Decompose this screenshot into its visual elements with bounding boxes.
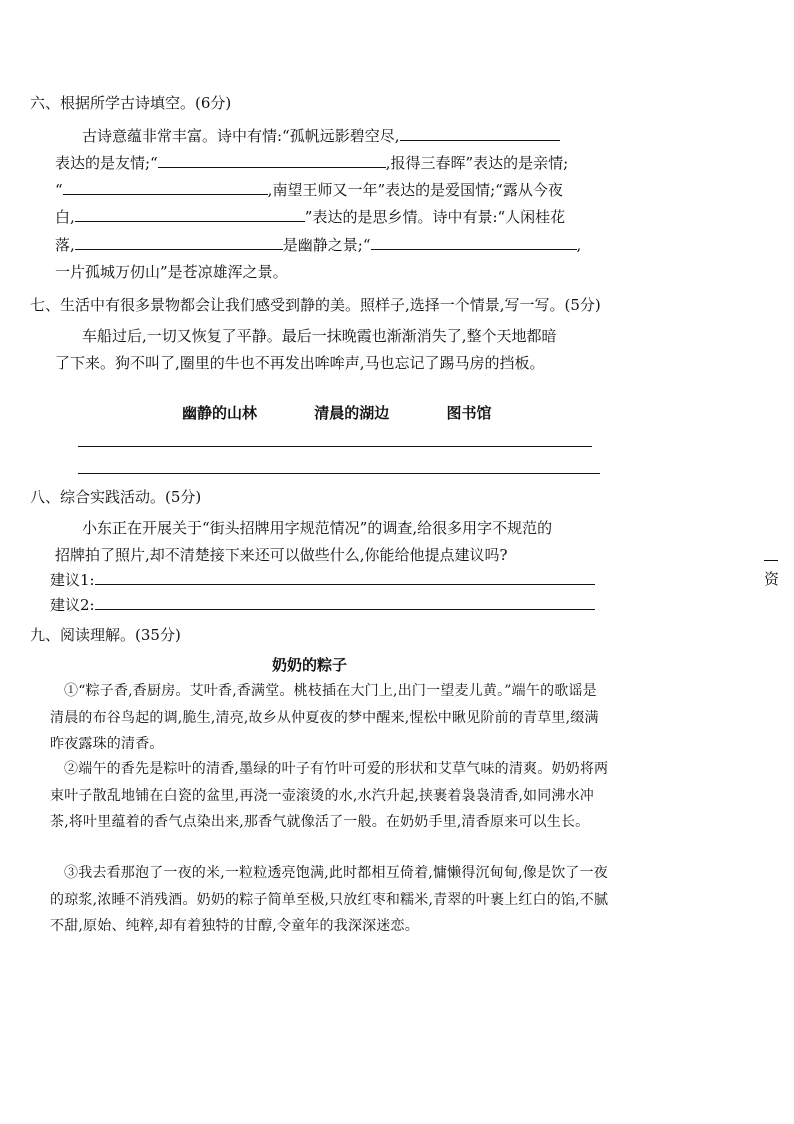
q6-blank-1[interactable] xyxy=(400,126,560,141)
q6-line-2: 表达的是友情;“ ,报得三春晖”表达的是亲情; xyxy=(55,154,569,172)
q8-suggestion-2: 建议2: xyxy=(50,595,595,615)
reading-paragraph-2: ②端午的香先是粽叶的清香,墨绿的叶子有竹叶可爱的形状和艾草气味的清爽。奶奶将两束叶子散乱地铺在白瓷的盆里,再浇一壶滚烫的水,水汽升起,挟裹着袅袅清香,如同沸水冲茶,将叶里蕴着的香气点染出来,那香气就像活了一般。在奶奶手里,清香原来可以生长。 xyxy=(50,761,609,830)
q6-heading: 六、根据所学古诗填空。(6分) xyxy=(30,94,232,112)
q8-suggestion-2-blank[interactable] xyxy=(95,595,595,610)
q6-line-1: 古诗意蕴非常丰富。诗中有情:“孤帆远影碧空尽, xyxy=(82,126,560,146)
q6-blank-6[interactable] xyxy=(371,235,577,250)
q8-suggestion-1-blank[interactable] xyxy=(95,570,595,585)
q6-blank-2[interactable] xyxy=(158,153,386,168)
q9-heading: 九、阅读理解。(35分) xyxy=(30,626,181,644)
q8-line-2: 招牌拍了照片,却不清楚接下来还可以做些什么,你能给他提点建议吗? xyxy=(55,546,508,564)
q6-blank-5[interactable] xyxy=(75,235,283,250)
q6-line-5: 落, 是幽静之景;“ , xyxy=(55,236,582,254)
margin-dash xyxy=(764,560,778,561)
q6-blank-3[interactable] xyxy=(63,180,268,195)
q6-line-4: 白, ”表达的是思乡情。诗中有景:“人闲桂花 xyxy=(55,208,566,226)
q8-suggestion-1: 建议1: xyxy=(50,570,595,590)
q6-line-3: “ ,南望王师又一年”表达的是爱国情;“露从今夜 xyxy=(55,181,563,199)
reading-paragraph-1: ①“粽子香,香厨房。艾叶香,香满堂。桃枝插在大门上,出门一望麦儿黄。”端午的歌谣是清晨的布谷鸟起的调,脆生,清亮,故乡从仲夏夜的梦中醒来,惺松中瞅见阶前的青草里,缀满昨夜露珠的清香。 xyxy=(50,683,599,752)
q7-answer-line-1[interactable] xyxy=(78,446,592,447)
q7-heading: 七、生活中有很多景物都会让我们感受到静的美。照样子,选择一个情景,写一写。(5分) xyxy=(30,296,601,314)
margin-mark: 资 xyxy=(764,550,794,589)
q7-example-line-2: 了下来。狗不叫了,圈里的牛也不再发出哞哞声,马也忘记了踢马房的挡板。 xyxy=(55,354,545,372)
q7-example-line-1: 车船过后,一切又恢复了平静。最后一抹晚霞也渐渐消失了,整个天地都暗 xyxy=(82,327,557,345)
q8-heading: 八、综合实践活动。(5分) xyxy=(30,488,202,506)
option-quiet-forest[interactable]: 幽静的山林 xyxy=(182,404,258,422)
reading-paragraph-3: ③我去看那泡了一夜的米,一粒粒透亮饱满,此时都相互倚着,慵懒得沉甸甸,像是饮了一夜的琼浆,浓睡不消残酒。奶奶的粽子简单至极,只放红枣和糯米,青翠的叶裹上红白的馅,不腻不甜,原始、纯粹,却有着独特的甘醇,令童年的我深深迷恋。 xyxy=(50,865,609,934)
q7-answer-line-2[interactable] xyxy=(78,473,600,474)
q6-line-6: 一片孤城万仞山”是苍凉雄浑之景。 xyxy=(55,263,288,281)
q7-options xyxy=(182,402,544,423)
option-morning-lake[interactable]: 清晨的湖边 xyxy=(314,404,390,422)
q6-blank-4[interactable] xyxy=(75,207,305,222)
reading-title: 奶奶的粽子 xyxy=(272,656,348,674)
q8-line-1: 小东正在开展关于“街头招牌用字规范情况”的调查,给很多用字不规范的 xyxy=(82,519,553,537)
option-library[interactable]: 图书馆 xyxy=(446,404,492,422)
